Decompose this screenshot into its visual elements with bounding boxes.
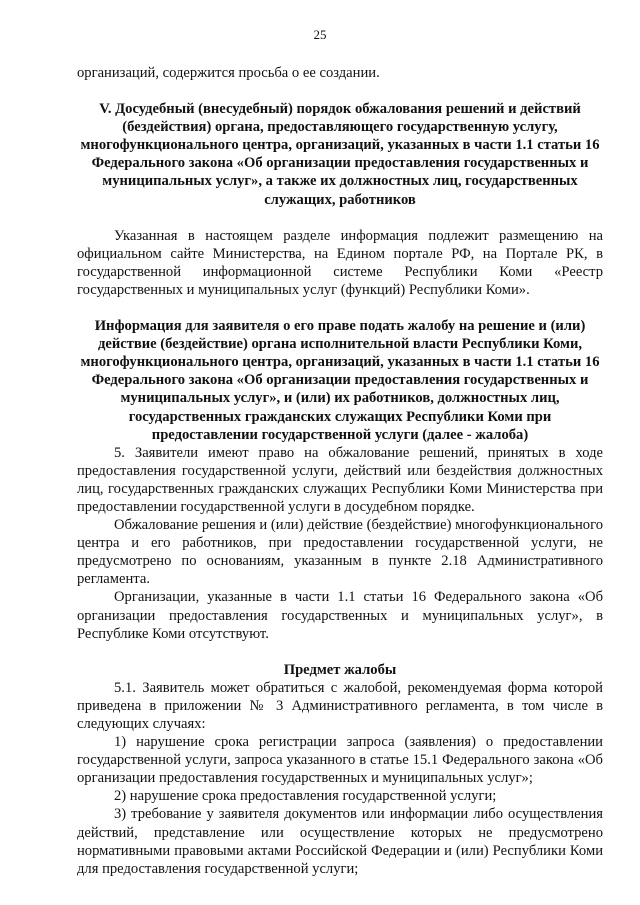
paragraph-orgs: Организации, указанные в части 1.1 статьи 16 Федерального закона «Об организации предоставления государственных и муниципальных услуг», в Республике Коми отсутствуют.: [77, 589, 603, 642]
lead-line: организаций, содержится просьба о ее создании.: [77, 65, 380, 81]
paragraph-mfc: Обжалование решения и (или) действие (бездействие) многофункционального центра и его работников, при предоставлении государственной услуги, не предусмотрено по основаниям, указанным в пункте 2.18 Административного регламента.: [77, 517, 603, 588]
list-item: 1) нарушение срока регистрации запроса (заявления) о предоставлении государственной услуги, запроса указанного в статье 15.1 Федерального закона «Об организации предоставления государственных и муниципальных услуг»;: [77, 734, 603, 787]
paragraph-5-1: 5.1. Заявитель может обратиться с жалобой, рекомендуемая форма которой приведена в приложении № 3 Административного регламента, в том числе в следующих случаях:: [77, 679, 603, 732]
info-heading: Информация для заявителя о его праве подать жалобу на решение и (или) действие (бездействие) органа исполнительной власти Республики Коми, многофункционального центра, организаций, указанных в части 1.1 статьи 16 Федерального закона «Об организации предоставления государственных и муниципальных услуг», и (или) их работников, должностных лиц, государственных гражданских служащих Республики Коми при предоставлении государственной услуги (далее - жалоба): [80, 318, 600, 443]
list-item: 3) требование у заявителя документов или информации либо осуществления действий, представление или осуществление которых не предусмотрено нормативными правовыми актами Российской Федерации и (или) Республики Коми для предоставления государственной услуги;: [77, 806, 603, 877]
page-number: 25: [313, 27, 327, 42]
list-item: 2) нарушение срока предоставления государственной услуги;: [114, 788, 497, 805]
section-heading: V. Досудебный (внесудебный) порядок обжалования решений и действий (бездействия) органа, предоставляющего государственную услугу, многофункционального центра, организаций, указанных в части 1.1 статьи 16 Федерального закона «Об организации предоставления государственных и муниципальных услуг», а также их должностных лиц, государственных служащих, работников: [80, 101, 600, 208]
paragraph-5: 5. Заявители имеют право на обжалование решений, принятых в ходе предоставления государственной услуги, действий или бездействия должностных лиц, государственных гражданских служащих Республики Коми Министерства при предоставлении государственной услуги в досудебном порядке.: [77, 444, 603, 515]
document-body: [77, 64, 603, 878]
intro-paragraph: Указанная в настоящем разделе информация подлежит размещению на официальном сайте Министерства, на Едином портале РФ, на Портале РК, в государственной информационной системе Республики Коми «Реестр государственных и муниципальных услуг (функций) Республики Коми».: [77, 227, 603, 298]
subject-heading: Предмет жалобы: [283, 661, 397, 678]
